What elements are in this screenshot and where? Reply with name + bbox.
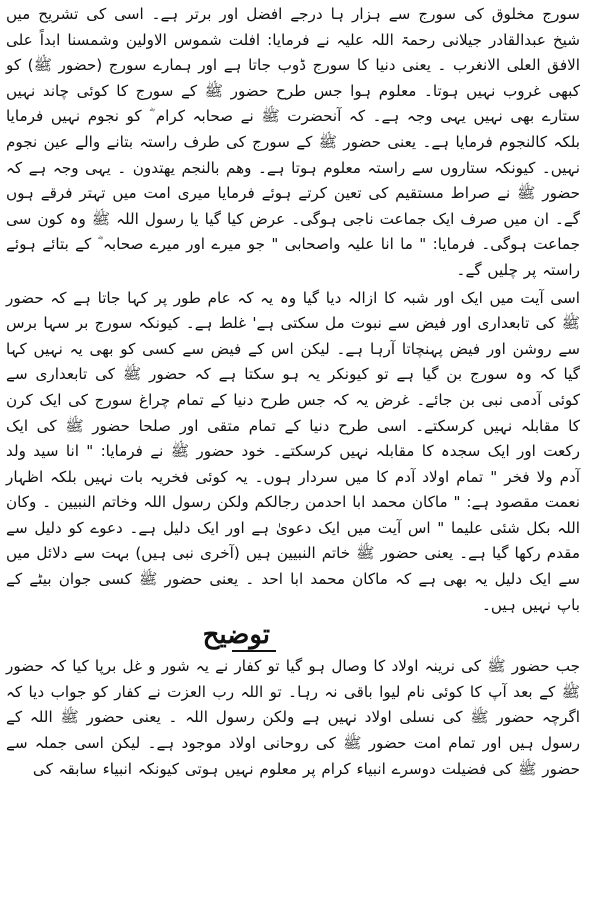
paragraph-1: سورج مخلوق کی سورج سے ہزار ہا درجے افضل اور برتر ہے۔ اسی کی تشریح میں شیخ عبدالقادر جیلانی رحمۃ اللہ علیہ نے فرمایا: افلت شموس الاولین وشمسنا ابداً علی الافق العلی الانغرب ۔ یعنی دنیا کا سورج ڈوب جاتا ہے اور ہمارے سورج (حضور ﷺ) کو کبھی غروب نہیں ہوتا۔ معلوم ہوا جس طرح حضور ﷺ کے سورج کا کوئی چاند نہیں ستارے بھی نہیں یہی وجہ ہے۔ کہ آنحضرت ﷺ نے صحابہ کرام ؓ کو نجوم نہیں فرمایا بلکہ کالنجوم فرمایا ہے۔ یعنی حضور ﷺ کے سورج کی طرف راستہ بتانے والے عین نجوم نہیں۔ کیونکہ ستاروں سے راستہ معلوم ہوتا ہے۔ وھم بالنجم یھتدون ۔ یہی وجہ ہے کہ حضور ﷺ نے صراط مستقیم کی تعین کرتے ہوئے فرمایا میری امت میں تہتر فرقے ہوں گے۔ ان میں صرف ایک جماعت ناجی ہوگی۔ عرض کیا گیا یا رسول اللہ ﷺ وہ کون سی جماعت ہوگی۔ فرمایا: " ما انا علیہ واصحابی " جو میرے اور میرے صحابہ ؓ کے بتائے ہوئے راستہ پر چلیں گے۔ xyxy=(6,5,580,279)
heading-underline xyxy=(232,650,276,652)
paragraph-3: جب حضور ﷺ کی نرینہ اولاد کا وصال ہو گیا تو کفار نے یہ شور و غل برپا کیا کہ حضور ﷺ کے بعد آپ کا کوئی نام لیوا باقی نہ رہا۔ تو اللہ رب العزت نے کفار کو جواب دیا کہ اگرچہ حضور ﷺ کی نسلی اولاد نہیں ہے ولکن رسول اللہ ۔ یعنی حضور ﷺ اللہ کے رسول ہیں اور تمام امت حضور ﷺ کی روحانی اولاد موجود ہے۔ لیکن اسی جملہ سے حضور ﷺ کی فضیلت دوسرے انبیاء کرام پر معلوم نہیں ہوتی کیونکہ انبیاء سابقہ کی xyxy=(6,657,580,778)
paragraph-2: اسی آیت میں ایک اور شبہ کا ازالہ دیا گیا وہ یہ کہ عام طور پر کہا جاتا ہے کہ حضور ﷺ کی تابعداری اور فیض سے نبوت مل سکتی ہے' غلط ہے۔ کیونکہ سورج بر سہا برس سے روشن اور فیض پہنچاتا آرہا ہے۔ لیکن اس کے فیض سے کسی کو بھی یہ نہیں کہا گیا کہ وہ سورج بن گیا ہے تو کیونکر یہ ہو سکتا ہے کہ حضور ﷺ کی تابعداری سے کوئی آدمی نبی بن جائے۔ غرض یہ کہ جس طرح دنیا کے تمام چراغ سورج کی ایک کرن کا مقابلہ نہیں کرسکتے۔ اسی طرح دنیا کے تمام متقی اور صلحا حضور ﷺ کی ایک رکعت اور ایک سجدہ کا مقابلہ نہیں کرسکتے۔ خود حضور ﷺ نے فرمایا: " انا سید ولد آدم ولا فخر " تمام اولاد آدم کا میں سردار ہوں۔ یہ کوئی فخریہ بات نہیں بلکہ اظہار نعمت مقصود ہے: " ماکان محمد ابا احدمن رجالکم ولکن رسول اللہ وخاتم النبیین ۔ وکان اللہ بکل شئی علیما " اس آیت میں ایک دعویٰ ہے اور ایک دلیل ہے۔ دعوے کو دلیل سے مقدم رکھا گیا ہے۔ یعنی حضور ﷺ خاتم النبیین ہیں (آخری نبی ہیں) بہت سے دلائل میں سے ایک دلیل یہ بھی ہے کہ ماکان محمد ابا احد ۔ یعنی حضور ﷺ کسی جوان بیٹے کے باپ نہیں ہیں۔ xyxy=(6,288,580,614)
section-heading: توضیح xyxy=(202,620,270,651)
section-heading-wrap xyxy=(6,618,580,654)
